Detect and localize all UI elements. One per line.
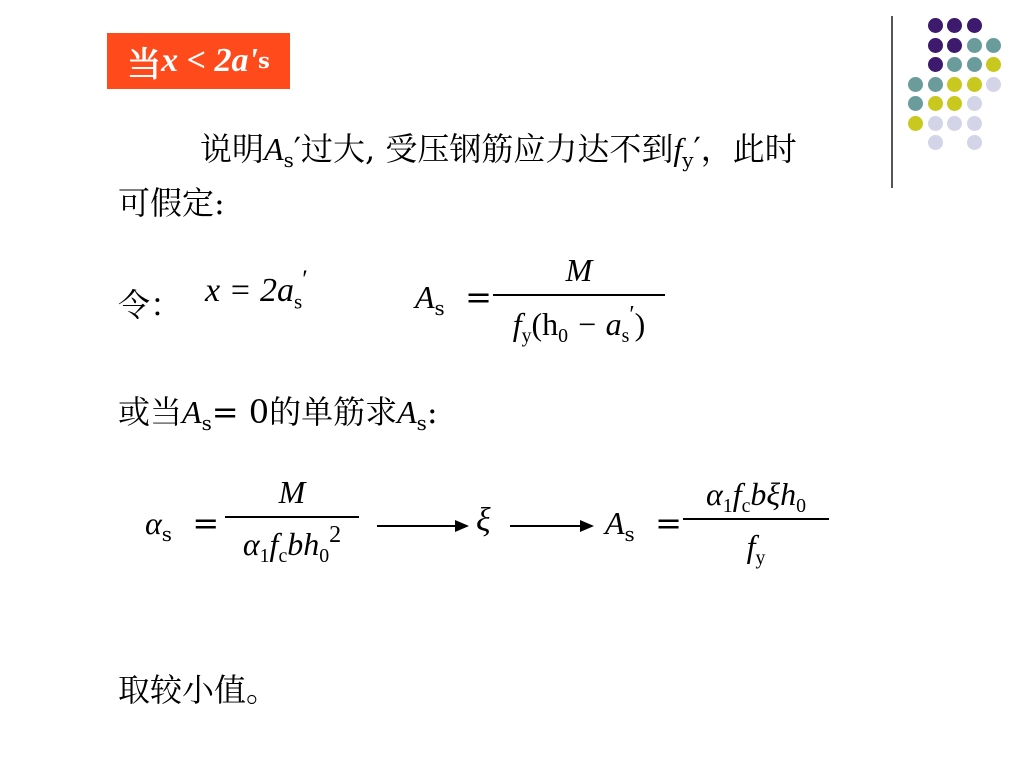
- equals: =: [192, 504, 220, 542]
- fraction-as: [493, 252, 665, 347]
- decorative-dot: [928, 57, 943, 72]
- alpha: α: [145, 505, 162, 541]
- decorative-dot: [908, 77, 923, 92]
- decorative-dot: [928, 96, 943, 111]
- sub: s: [621, 324, 630, 347]
- sub: c: [741, 494, 751, 517]
- sub: c: [278, 544, 288, 567]
- xi-symbol: ξ: [476, 502, 491, 539]
- decorative-dot: [928, 135, 943, 150]
- decorative-dot: [967, 77, 982, 92]
- alpha: α: [242, 526, 260, 562]
- as-lhs: [415, 278, 492, 320]
- fraction-alpha: [225, 474, 359, 567]
- decorative-dot: [928, 18, 943, 33]
- let-label: 令：: [118, 286, 183, 324]
- decorative-dot: [986, 38, 1001, 53]
- bh: bh: [287, 526, 320, 562]
- divider-line: [891, 16, 893, 188]
- decorative-dot: [928, 116, 943, 131]
- as-result-lhs: [605, 504, 682, 546]
- decorative-dot: [908, 116, 923, 131]
- text: 过大, 受压钢筋应力达不到: [301, 130, 674, 168]
- decorative-dot: [967, 135, 982, 150]
- decorative-dot: [967, 96, 982, 111]
- paragraph-line-1: [200, 124, 797, 170]
- equals: =: [655, 504, 682, 542]
- decorative-dot: [947, 77, 962, 92]
- numerator: M: [278, 474, 306, 510]
- fraction-as-result: [683, 476, 829, 569]
- rest: bξh: [750, 476, 797, 512]
- denominator: [493, 296, 665, 347]
- sub: 0: [558, 324, 569, 347]
- paragraph-line-2: 可假定:: [118, 184, 225, 222]
- alpha: α: [705, 476, 723, 512]
- sub: 1: [722, 494, 733, 517]
- decorative-dot: [947, 116, 962, 131]
- sub: s: [201, 411, 212, 435]
- symbol-A: A: [397, 394, 417, 430]
- prime: ′: [293, 130, 302, 168]
- symbol-A: A: [264, 131, 284, 167]
- sub: s: [161, 522, 172, 546]
- decorative-dot: [967, 38, 982, 53]
- arrow-right-icon: [510, 525, 592, 527]
- decorative-dot: [947, 57, 962, 72]
- decorative-dot: [967, 57, 982, 72]
- decorative-dot: [947, 38, 962, 53]
- title-condition: x < 2a': [161, 42, 258, 79]
- sub: 0: [796, 494, 807, 517]
- conclusion: 取较小值。: [118, 671, 279, 709]
- f: f: [269, 526, 279, 562]
- decorative-dot: [967, 18, 982, 33]
- decorative-dot: [947, 18, 962, 33]
- alpha-lhs: [145, 504, 220, 546]
- eq: x = 2a: [205, 272, 295, 309]
- text: 或当: [118, 393, 183, 431]
- decorative-dots: [900, 10, 1020, 170]
- symbol-A: A: [605, 505, 625, 541]
- decorative-dot: [908, 96, 923, 111]
- sub: 1: [259, 544, 270, 567]
- text: :: [426, 393, 438, 431]
- let-equation: [205, 263, 308, 314]
- minus-a: − a: [568, 306, 622, 342]
- open: (h: [531, 306, 559, 342]
- decorative-dot: [986, 57, 1001, 72]
- eq-zero: = 0: [211, 393, 270, 431]
- prime: ′: [693, 130, 701, 168]
- sup: 2: [329, 521, 342, 548]
- symbol-A: A: [182, 394, 202, 430]
- denominator: [683, 520, 829, 569]
- sub: s: [624, 522, 635, 546]
- f: f: [746, 528, 756, 564]
- or-line: [118, 387, 438, 433]
- text: 的单筋求: [269, 393, 398, 431]
- title-box: 当 x < 2a' s: [107, 33, 290, 89]
- f: f: [732, 476, 742, 512]
- text: ，此时: [700, 130, 797, 168]
- close: ): [634, 306, 646, 342]
- decorative-dot: [928, 77, 943, 92]
- numerator: M: [565, 252, 593, 288]
- prime: ′: [629, 301, 635, 328]
- sub: y: [755, 546, 766, 569]
- prime: ′: [302, 263, 308, 293]
- sub: s: [294, 289, 303, 314]
- f: f: [512, 306, 522, 342]
- title-prefix: 当: [127, 44, 162, 85]
- sub: s: [416, 411, 427, 435]
- symbol-f: f: [673, 131, 683, 167]
- symbol-A: A: [415, 279, 435, 315]
- decorative-dot: [967, 116, 982, 131]
- equals: =: [465, 278, 492, 316]
- text: 说明: [200, 130, 265, 168]
- numerator: [683, 476, 829, 518]
- sub: y: [521, 324, 532, 347]
- decorative-dot: [986, 77, 1001, 92]
- decorative-dot: [947, 96, 962, 111]
- denominator: [225, 518, 359, 567]
- sub: 0: [319, 544, 330, 567]
- sub: y: [682, 148, 694, 172]
- decorative-dot: [928, 38, 943, 53]
- sub: s: [434, 296, 445, 320]
- sub: s: [283, 148, 294, 172]
- arrow-right-icon: [377, 525, 467, 527]
